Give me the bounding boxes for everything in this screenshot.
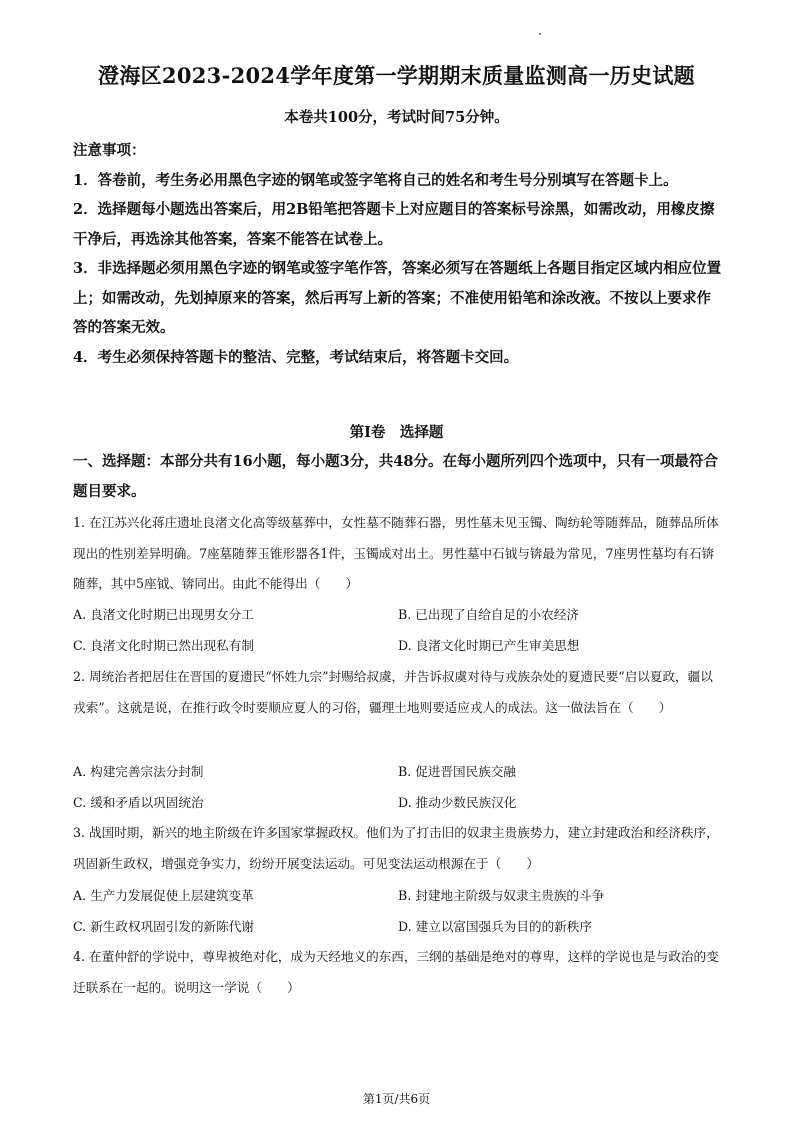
option-d: D. 推动少数民族汉化 [398,794,517,810]
option-b: B. 已出现了自给自足的小农经济 [398,607,579,622]
question-stem: 4. 在董仲舒的学说中，尊卑被绝对化，成为天经地义的东西，三纲的基础是绝对的尊卑，这样的学说也是与政治的变迁联系在一起的。说明这一学说（ ） [73,949,719,995]
question-options [73,881,725,942]
option-c: C. 良渚文化时期已然出现私有制 [73,637,254,653]
question-stem: 1. 在江苏兴化蒋庄遗址良渚文化高等级墓葬中，女性墓不随葬石器，男性墓未见玉镯、陶纺轮等随葬品，随葬品所体现出的性别差异明确。7座墓随葬玉锥形器各1件，玉镯成对出土。男性墓中石钺与锛最为常见，7座男性墓均有石锛随葬，其中5座钺、锛同出。由此不能得出（ ） [73,515,719,591]
exam-title: 澄海区2023-2024学年度第一学期期末质量监测高一历史试题 [98,63,695,88]
question-stem: 2. 周统治者把居住在晋国的夏遗民“怀姓九宗”封赐给叔虞，并告诉叔虞对待与戎族杂处的夏遗民要“启以夏政，疆以戎索”。这就是说，在推行政令时要顺应夏人的习俗，疆理土地则要适应戎人的成法。这一做法旨在（ ） [73,669,713,715]
notes-block [73,136,723,372]
notes-heading: 注意事项： [73,142,146,159]
option-d: D. 良渚文化时期已产生审美思想 [398,637,580,653]
note-item: 3．非选择题必须用黑色字迹的钢笔或签字笔作答，答案必须写在答题纸上各题目指定区域内相应位置上；如需改动，先划掉原来的答案，然后再写上新的答案；不准使用铅笔和涂改液。不按以上要求作答的答案无效。 [73,260,722,336]
page-number: 第1页/共6页 [362,1092,431,1106]
option-c: C. 缓和矛盾以巩固统治 [73,794,204,810]
option-b: B. 封建地主阶级与奴隶主贵族的斗争 [398,888,605,903]
section-instructions: 一、选择题：本部分共有16小题，每小题3分，共48分。在每小题所列四个选项中，只有一项最符合题目要求。 [73,453,718,500]
scan-dot [539,33,541,35]
option-a: A. 良渚文化时期已出现男女分工 [73,607,254,622]
option-b: B. 促进晋国民族交融 [398,764,517,779]
question-stem: 3. 战国时期，新兴的地主阶级在许多国家掌握政权。他们为了打击旧的奴隶主贵族势力，建立封建政治和经济秩序，巩固新生政权，增强竞争实力，纷纷开展变法运动。可见变法运动根源在于（ ） [73,825,719,871]
note-item: 4．考生必须保持答题卡的整洁、完整，考试结束后，将答题卡交回。 [73,348,519,366]
exam-subtitle: 本卷共100分，考试时间75分钟。 [284,109,509,126]
section-title: 第Ⅰ卷 选择题 [349,424,444,441]
question-options [73,600,725,661]
note-item: 2．选择题每小题选出答案后，用2B铅笔把答题卡上对应题目的答案标号涂黑，如需改动，用橡皮擦干净后，再选涂其他答案，答案不能答在试卷上。 [73,201,715,248]
question-options [73,757,725,818]
option-a: A. 构建完善宗法分封制 [73,764,204,779]
option-d: D. 建立以富国强兵为目的的新秩序 [398,918,592,934]
option-c: C. 新生政权巩固引发的新陈代谢 [73,918,254,934]
note-item: 1．答卷前，考生务必用黑色字迹的钢笔或签字笔将自己的姓名和考生号分别填写在答题卡上。 [73,171,678,189]
option-a: A. 生产力发展促使上层建筑变革 [73,888,254,903]
